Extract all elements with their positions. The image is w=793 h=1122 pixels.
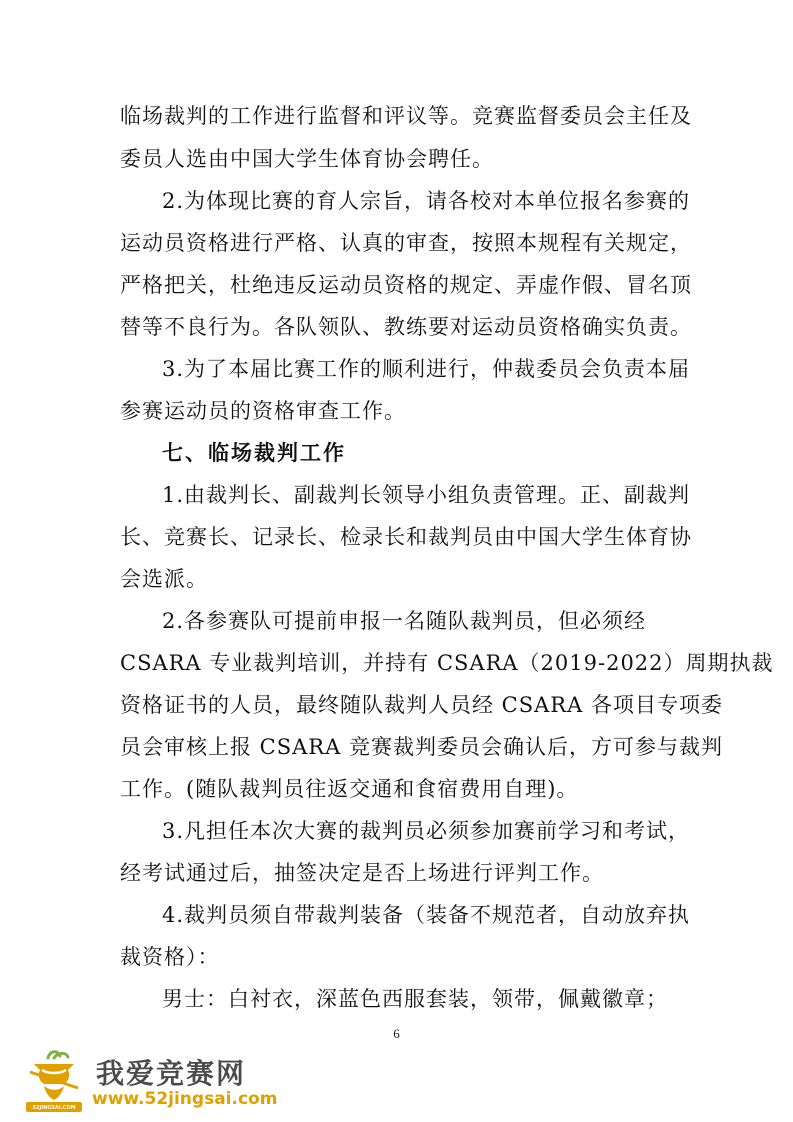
text-line: 会选派。 (120, 567, 208, 591)
text-line: 参赛运动员的资格审查工作。 (120, 399, 406, 423)
text-line: 4.裁判员须自带裁判装备（装备不规范者，自动放弃执 (162, 903, 691, 927)
logo-title: 我爱竞赛网 (96, 1057, 247, 1090)
text-line: 长、竞赛长、记录长、检录长和裁判员由中国大学生体育协 (120, 525, 692, 549)
text-line: 临场裁判的工作进行监督和评议等。竞赛监督委员会主任及 (120, 104, 692, 128)
text-line: 委员人选由中国大学生体育协会聘任。 (120, 147, 494, 171)
text-line: 1.由裁判长、副裁判长领导小组负责管理。正、副裁判 (162, 483, 691, 507)
text-line: 替等不良行为。各队领队、教练要对运动员资格确实负责。 (120, 315, 692, 339)
trophy-logo-icon (24, 1048, 84, 1114)
footer-logo[interactable] (12, 1046, 282, 1116)
text-line: 员会审核上报 CSARA 竞赛裁判委员会确认后，方可参与裁判 (120, 735, 723, 759)
text-line: 工作。(随队裁判员往返交通和食宿费用自理)。 (120, 777, 579, 801)
text-line: 男士：白衬衣，深蓝色西服套装，领带，佩戴徽章； (162, 987, 668, 1011)
logo-badge: 52JINGSAI.COM (32, 1105, 76, 1111)
text-line: 裁资格）： (120, 945, 220, 969)
text-line: 经考试通过后，抽签决定是否上场进行评判工作。 (120, 861, 604, 885)
page-number: 6 (393, 1026, 400, 1041)
text-line: 2.各参赛队可提前申报一名随队裁判员，但必须经 (162, 609, 647, 633)
text-line: 3.凡担任本次大赛的裁判员必须参加赛前学习和考试， (162, 819, 691, 843)
text-line: 3.为了本届比赛工作的顺利进行，仲裁委员会负责本届 (162, 357, 691, 381)
text-line: 2.为体现比赛的育人宗旨，请各校对本单位报名参赛的 (162, 189, 691, 213)
text-line: 资格证书的人员，最终随队裁判人员经 CSARA 各项目专项委 (120, 693, 723, 717)
text-line: 运动员资格进行严格、认真的审查，按照本规程有关规定， (120, 231, 692, 255)
section-heading: 七、临场裁判工作 (162, 441, 346, 465)
logo-url[interactable]: www.52jingsai.com (92, 1089, 278, 1109)
text-line: 严格把关，杜绝违反运动员资格的规定、弄虚作假、冒名顶 (120, 273, 692, 297)
text-line: CSARA 专业裁判培训，并持有 CSARA（2019-2022）周期执裁 (120, 651, 774, 675)
